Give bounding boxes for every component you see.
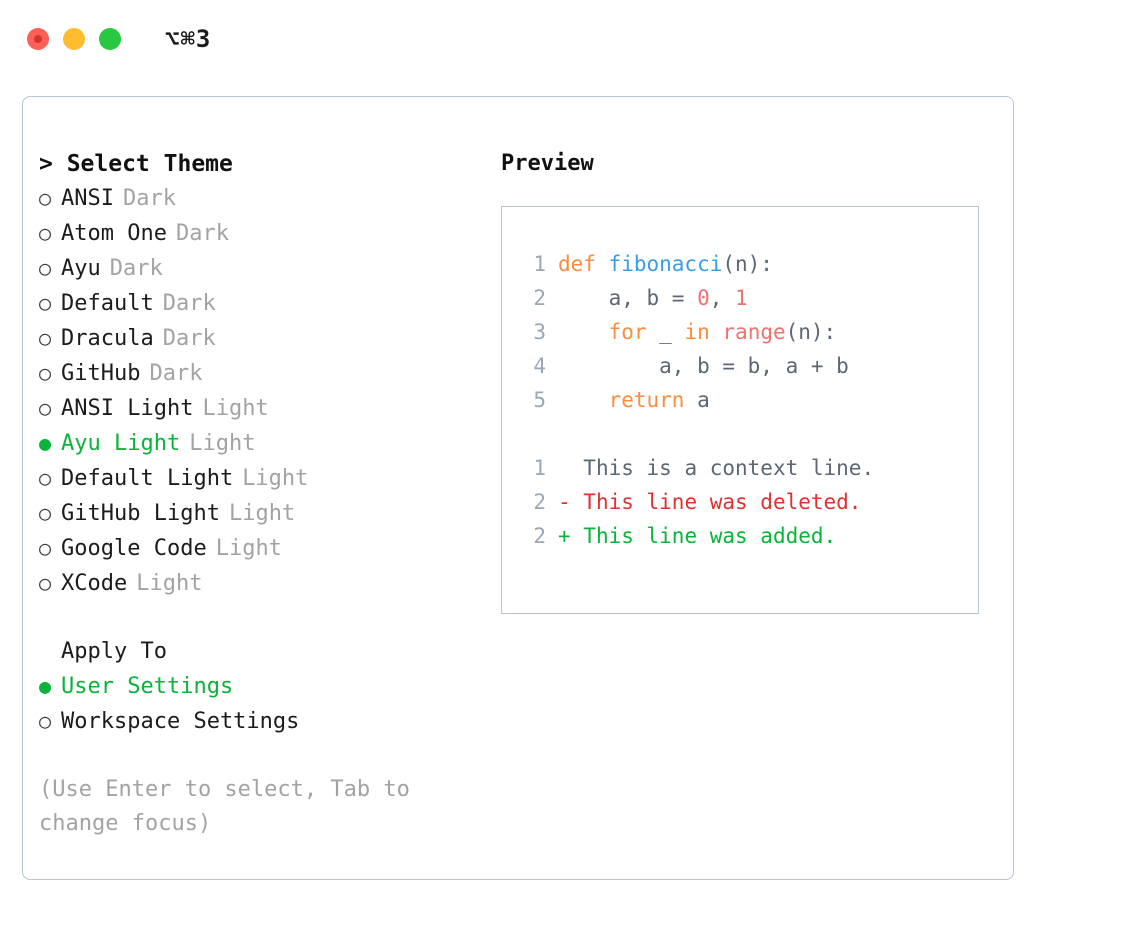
- select-theme-heading: > Select Theme: [39, 151, 233, 177]
- theme-name-label: Ayu: [61, 256, 101, 281]
- theme-variant-label: Light: [242, 466, 309, 491]
- radio-selected-icon: ●: [39, 431, 52, 455]
- code-token: a, b =: [558, 286, 698, 310]
- theme-list-item[interactable]: [39, 566, 489, 601]
- preview-spacer: [520, 417, 978, 451]
- theme-name-label: Ayu Light: [61, 431, 181, 456]
- radio-unselected-icon: ○: [39, 291, 52, 315]
- line-number: 1: [533, 252, 546, 276]
- code-line: [520, 315, 978, 349]
- theme-name-label: Default: [61, 291, 154, 316]
- code-line: [520, 247, 978, 281]
- theme-name-label: Dracula: [61, 326, 154, 351]
- code-token: 0: [697, 286, 710, 310]
- apply-to-label: User Settings: [61, 674, 234, 699]
- theme-selection-column: [39, 147, 489, 841]
- apply-to-option[interactable]: [39, 669, 489, 704]
- radio-selected-icon: ●: [39, 674, 52, 698]
- apply-to-label: Workspace Settings: [61, 709, 300, 734]
- radio-unselected-icon: ○: [39, 536, 52, 560]
- theme-variant-label: Dark: [149, 361, 203, 386]
- theme-list-item[interactable]: [39, 356, 489, 391]
- close-window-icon[interactable]: [27, 28, 49, 50]
- theme-variant-label: Light: [189, 431, 256, 456]
- radio-unselected-icon: ○: [39, 221, 52, 245]
- theme-name-label: GitHub: [61, 361, 141, 386]
- radio-unselected-icon: ○: [39, 466, 52, 490]
- theme-list-item[interactable]: [39, 181, 489, 216]
- preview-heading: Preview: [501, 151, 594, 176]
- code-sample: [520, 247, 978, 417]
- line-number: 3: [533, 320, 546, 344]
- theme-list[interactable]: [39, 181, 489, 601]
- code-token: [710, 320, 723, 344]
- theme-name-label: Google Code: [61, 536, 207, 561]
- code-token: in: [684, 320, 710, 344]
- diff-text: This line was deleted.: [570, 490, 862, 514]
- code-line: [520, 383, 978, 417]
- diff-line: [520, 519, 978, 553]
- apply-to-section: [39, 635, 489, 739]
- radio-unselected-icon: ○: [39, 501, 52, 525]
- diff-sample: [520, 451, 978, 553]
- code-line: [520, 349, 978, 383]
- apply-to-list[interactable]: [39, 669, 489, 739]
- theme-variant-label: Light: [136, 571, 203, 596]
- theme-list-item[interactable]: [39, 216, 489, 251]
- window-titlebar: [0, 0, 1140, 78]
- code-token: (n):: [785, 320, 837, 344]
- line-number: 1: [533, 456, 546, 480]
- theme-name-label: Default Light: [61, 466, 234, 491]
- traffic-lights: [27, 28, 121, 50]
- theme-list-item[interactable]: [39, 321, 489, 356]
- minimize-window-icon[interactable]: [63, 28, 85, 50]
- theme-name-label: Atom One: [61, 221, 167, 246]
- diff-line: [520, 451, 978, 485]
- line-number: 2: [533, 286, 546, 310]
- radio-unselected-icon: ○: [39, 256, 52, 280]
- code-token: ,: [709, 286, 736, 310]
- line-number: 2: [533, 490, 546, 514]
- diff-sign: +: [558, 524, 571, 548]
- code-token: range: [722, 320, 786, 344]
- line-number: 5: [533, 388, 546, 412]
- apply-to-option[interactable]: [39, 704, 489, 739]
- code-token: 1: [735, 286, 748, 310]
- radio-unselected-icon: ○: [39, 571, 52, 595]
- theme-name-label: ANSI: [61, 186, 114, 211]
- code-token: a, b = b, a + b: [558, 354, 849, 378]
- theme-variant-label: Light: [202, 396, 269, 421]
- theme-variant-label: Light: [228, 501, 296, 526]
- line-number: 4: [533, 354, 546, 378]
- theme-variant-label: Dark: [122, 186, 176, 211]
- theme-variant-label: Dark: [175, 221, 229, 246]
- theme-picker-panel: [22, 96, 1014, 880]
- preview-column: [501, 147, 1001, 614]
- radio-unselected-icon: ○: [39, 396, 52, 420]
- apply-to-title: Apply To: [61, 639, 167, 664]
- line-number: 2: [533, 524, 546, 548]
- radio-unselected-icon: ○: [39, 709, 52, 733]
- code-token: fibonacci: [608, 252, 723, 276]
- preview-box: [501, 206, 979, 614]
- theme-variant-label: Light: [215, 536, 282, 561]
- theme-name-label: XCode: [61, 571, 128, 596]
- theme-list-item[interactable]: [39, 286, 489, 321]
- theme-list-item[interactable]: [39, 496, 489, 531]
- maximize-window-icon[interactable]: [99, 28, 121, 50]
- theme-name-label: ANSI Light: [61, 396, 194, 421]
- radio-unselected-icon: ○: [39, 326, 52, 350]
- diff-text: This is a context line.: [570, 456, 875, 480]
- code-token: return: [608, 388, 685, 412]
- theme-list-item[interactable]: [39, 251, 489, 286]
- keyboard-hint-text: (Use Enter to select, Tab to change focus): [39, 777, 424, 836]
- theme-list-item[interactable]: [39, 426, 489, 461]
- code-token: [558, 320, 609, 344]
- diff-line: [520, 485, 978, 519]
- theme-name-label: GitHub Light: [61, 501, 220, 526]
- diff-sign: -: [558, 490, 571, 514]
- theme-variant-label: Dark: [162, 291, 216, 316]
- code-token: [558, 388, 609, 412]
- code-token: for: [608, 320, 647, 344]
- theme-variant-label: Dark: [109, 256, 163, 281]
- diff-sign: [558, 456, 571, 480]
- theme-list-item[interactable]: [39, 391, 489, 426]
- code-token: a: [684, 388, 710, 412]
- code-token: _: [646, 320, 685, 344]
- radio-unselected-icon: ○: [39, 361, 52, 385]
- radio-unselected-icon: ○: [39, 186, 52, 210]
- code-token: (n):: [722, 252, 773, 276]
- keyboard-shortcut-label: ⌥⌘3: [165, 25, 212, 53]
- code-line: [520, 281, 978, 315]
- theme-list-item[interactable]: [39, 531, 489, 566]
- theme-variant-label: Dark: [162, 326, 216, 351]
- theme-list-item[interactable]: [39, 461, 489, 496]
- code-token: def: [558, 252, 609, 276]
- diff-text: This line was added.: [570, 524, 837, 548]
